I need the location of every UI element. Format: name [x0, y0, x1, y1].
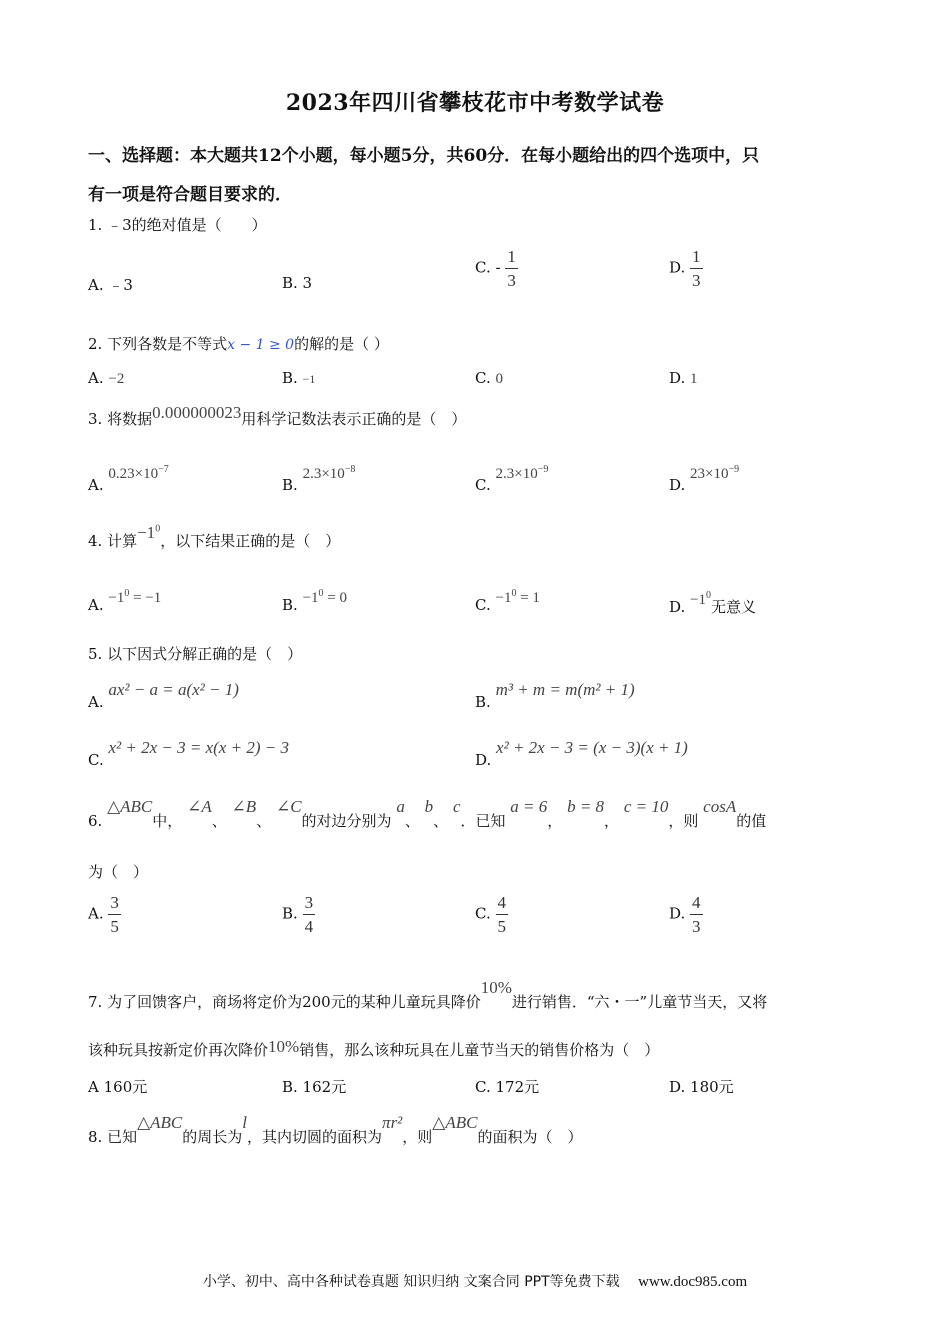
q6-option-a: A. $\frac{3}{5}$: [88, 893, 119, 936]
q6-option-b: B. $\frac{3}{4}$: [282, 893, 314, 936]
question-5-stem: 5. 以下因式分解正确的是（ ）: [88, 645, 303, 663]
q4-option-c: C. $-1^0 = 1$: [475, 588, 540, 614]
q4-option-d: D. $-1^0$无意义: [669, 590, 757, 616]
q2-option-b: B. −1: [282, 369, 316, 387]
q5-option-a: A. ax² − a = a(x² − 1): [88, 680, 239, 711]
question-7-stem-line-2: 该种玩具按新定价再次降价10%销售，那么该种玩具在儿童节当天的销售价格为（ ）: [88, 1037, 660, 1059]
q5-option-b: B. m³ + m = m(m² + 1): [475, 680, 635, 711]
question-2-stem: 2. 下列各数是不等式x − 1 ≥ 0的解的是（ ）: [88, 335, 389, 353]
q2-inequality: x − 1 ≥ 0: [227, 337, 295, 353]
q4-option-a: A. $-1^0 = -1$: [88, 588, 162, 614]
question-7-stem-line-1: 7. 为了回馈客户，商场将定价为200元的某种儿童玩具降价10%进行销售．“六・一”儿童节当天，又将: [88, 978, 768, 1011]
q5-option-d: D. x² + 2x − 3 = (x − 3)(x + 1): [475, 738, 688, 769]
q1-option-b: B. 3: [282, 274, 313, 292]
q1-option-d-fraction: $\frac{1}{3}$: [692, 247, 701, 290]
q2-option-c: C. 0: [475, 369, 503, 387]
q3-number: 0.000000023: [152, 403, 242, 422]
q1-option-c: [475, 248, 518, 289]
q2-option-d: D. 1: [669, 369, 698, 387]
q4-option-b: B. $-1^0 = 0$: [282, 588, 348, 614]
q3-option-a: A. $0.23\times 10^{-7}$: [88, 464, 169, 494]
q6-option-d: D. $\frac{4}{3}$: [669, 893, 701, 936]
q7-percent: 10%: [480, 978, 512, 997]
q5-option-c: C. x² + 2x − 3 = x(x + 2) − 3: [88, 738, 289, 769]
footer-text: 小学、初中、高中各种试卷真题 知识归纳 文案合同 PPT等免费下载: [202, 1274, 620, 1290]
q7-option-c: C. 172元: [475, 1078, 540, 1096]
q1-option-c-fraction: $\frac{1}{3}$: [507, 247, 516, 290]
footer-url[interactable]: www.doc985.com: [638, 1274, 748, 1290]
page-title: 2023年四川省攀枝花市中考数学试卷: [285, 90, 665, 116]
section-heading-line-1: 一、选择题：本大题共12个小题，每小题5分，共60分．在每小题给出的四个选项中，只: [88, 146, 760, 166]
q1-option-d: [669, 248, 703, 289]
q1-option-c-label: C. -: [475, 258, 501, 277]
q1-option-a: A. ﹣3: [88, 276, 133, 294]
section-heading-line-2: 有一项是符合题目要求的．: [88, 185, 292, 205]
question-1-stem: 1. ﹣3的绝对值是（ ）: [88, 216, 267, 234]
q4-expression: $-1^0$: [137, 523, 161, 542]
q2-option-a: A. −2: [88, 369, 125, 387]
question-4-stem: 4. 计算$-1^0$，以下结果正确的是（ ）: [88, 523, 341, 550]
question-3-stem: 3. 将数据0.000000023用科学记数法表示正确的是（ ）: [88, 403, 467, 428]
q7-option-d: D. 180元: [669, 1078, 734, 1096]
q6-option-c: C. $\frac{4}{5}$: [475, 893, 506, 936]
q3-option-d: D. $23\times 10^{-9}$: [669, 464, 740, 494]
question-8-stem: 8. 已知△ABC的周长为l，其内切圆的面积为πr²，则△ABC的面积为（ ）: [88, 1113, 583, 1146]
q7-option-b: B. 162元: [282, 1078, 347, 1096]
q3-option-b: B. $2.3\times 10^{-8}$: [282, 464, 356, 494]
footer: [0, 1271, 950, 1291]
question-6-stem-line-2: 为（ ）: [88, 863, 149, 881]
question-6-stem-line-1: 6. △ABC中， ∠A、 ∠B、 ∠C的对边分别为 a、 b、 c．已知 a = 6， b = 8， c = 10，则 cosA的值: [88, 797, 767, 830]
q3-option-c: C. $2.3\times 10^{-9}$: [475, 464, 549, 494]
q7-option-a: A 160元: [88, 1078, 148, 1096]
q1-option-d-label: D.: [669, 258, 686, 277]
